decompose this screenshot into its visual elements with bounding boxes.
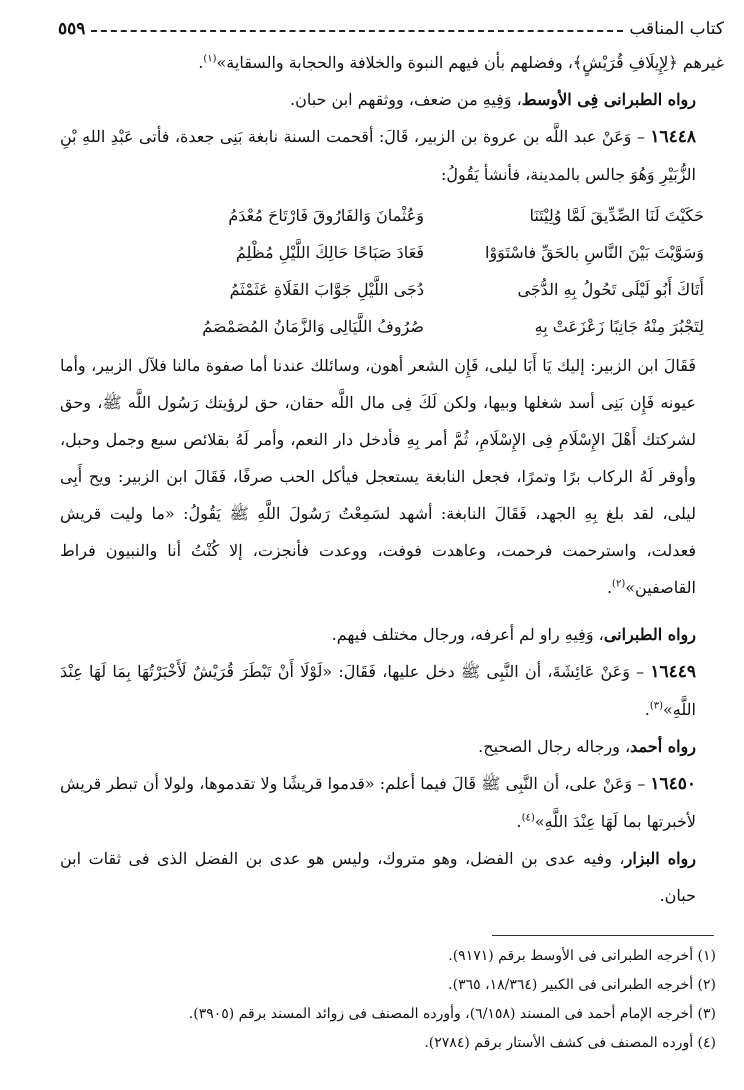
poem-verse <box>60 271 704 308</box>
narration-note-4: رواه البزار، وفيه عدى بن الفضل، وهو متروك، وليس هو عدى بن الفضل الذى فى ثقات ابن حبان. <box>60 849 697 905</box>
footnote-1: (١) أخرجه الطبرانى فى الأوسط برقم (٩١٧١). <box>448 948 716 964</box>
footnote-separator <box>492 935 714 936</box>
poem-verse <box>60 308 704 345</box>
running-header <box>58 16 724 42</box>
verse-second-hemistich: وَعُثْمانَ وَالفَارُوقَ فَارْتَاحَ مُعْدَمُ <box>228 206 424 225</box>
header-dashed-rule <box>91 30 623 32</box>
main-text <box>60 44 724 914</box>
hadith-16448: ١٦٤٤٨ – وَعَنْ عبد اللَّه بن عروة بن الزبير، قَالَ: أقحمت السنة نابغة بَنِى جعدة، فأتى عَبْدِ اللهِ بْنِ الزُّبَيْرِ وَهُوَ جالس بالمدينة، فأنشأ يَقُولُ: <box>60 127 696 184</box>
book-title: كتاب المناقب <box>629 19 724 39</box>
paragraph-continuation: غيرهم ﴿لِإِيلَافِ قُرَيْشٍ﴾، وفضلهم بأن فيهم النبوة والخلافة والحجابة والسقاية»$^{(١)}$. <box>198 53 724 72</box>
footnote-2: (٢) أخرجه الطبرانى فى الكبير (١٨/٣٦٤، ٣٦٥). <box>448 977 716 993</box>
verse-first-hemistich: لِتَجْبُرَ مِنْهُ جَانِبًا زَعْزَعَتْ بِهِ <box>534 317 704 336</box>
poem-verse <box>60 234 704 271</box>
hadith-number: ١٦٤٥٠ <box>650 774 696 794</box>
narration-note-3: رواه أحمد، ورجاله رجال الصحيح. <box>478 737 696 756</box>
verse-second-hemistich: صُرُوفُ اللَّيَالِى وَالزَّمَانُ المُصَمْصَمُ <box>202 317 424 336</box>
hadith-number: ١٦٤٤٨ <box>650 127 696 147</box>
footnote-ref-3[interactable]: (٣) <box>649 700 664 712</box>
hadith-16450: ١٦٤٥٠ – وَعَنْ على، أن النَّبِى ﷺ قَالَ فيما أعلم: «قدموا قريشًا ولا تقدموها، ولولا أن تبطر قريش لأخبرتها بما لَهَا عِنْدَ اللَّهِ»$^{(٤)}$. <box>60 774 696 831</box>
footnotes <box>40 942 716 1058</box>
verse-first-hemistich: وَسَوَّيْتَ بَيْنَ النَّاسِ بالحَقِّ فاسْتَوَوْا <box>485 243 704 262</box>
narration-note-2: رواه الطبرانى، وَفِيهِ راو لم أعرفه، ورجال مختلف فيهم. <box>331 625 696 644</box>
poem-verse <box>60 197 704 234</box>
verse-first-hemistich: أَتَاكَ أَبُو لَيْلَى تَحُولُ بِهِ الدُّجَى <box>517 280 704 299</box>
footnote-ref-4[interactable]: (٤) <box>521 812 535 824</box>
verse-second-hemistich: دُجَى اللَّيْلِ جَوَّابَ الفَلَاةِ عَثَمْثَمُ <box>229 280 424 299</box>
footnote-4: (٤) أورده المصنف فى كشف الأستار برقم (٢٧٨٤). <box>424 1035 716 1051</box>
hadith-number: ١٦٤٤٩ <box>650 662 696 682</box>
footnote-3: (٣) أخرجه الإمام أحمد فى المسند (٦/١٥٨)، وأورده المصنف فى زوائد المسند برقم (٣٩٠٥). <box>188 1006 716 1022</box>
page-number: ٥٥٩ <box>58 19 86 39</box>
footnote-ref-1[interactable]: (١) <box>203 53 217 65</box>
narration-note-1: رواه الطبرانى فِى الأوسط، وَفِيهِ من ضعف، ووثقهم ابن حبان. <box>290 90 696 109</box>
hadith-16448-continuation: فَقَالَ ابن الزبير: إليك يَا أَبَا ليلى، فَإِن الشعر أهون، وسائلك عندنا أما صفوة مالنا فلآل الزبير، وأما عيونه فَإِن بَنِى أسد شغلها وبيها، ولكن لَكَ فِى مال اللَّه حقان، حق لرؤيتك رَسُول اللَّه ﷺ، وحق لشركتك أَهْلَ الإِسْلَامِ فِى الإِسْلَامِ، ثُمَّ أمر بِهِ فأدخل دار النعم، وأمر لَهُ بقلائص سبع وجمل وحبل، وأوقر لَهُ الركاب برًا وتمرًا، فجعل النابغة يستعجل فيأكل الحب صرفًا، فَقَالَ ابن الزبير: ويح أَبِى ليلى، لقد بلغ بِهِ الجهد، فَقَالَ النابغة: أشهد لسَمِعْتُ رَسُولَ اللَّهِ ﷺ يَقُولُ: «ما وليت قريش فعدلت، واسترحمت فرحمت، وعاهدت فوفت، ووعدت فأنجزت، إلا كُنْتُ أنا والنبيون فراط القاصفين»$^{(٢)}$. <box>60 356 696 597</box>
verse-first-hemistich: حَكَيْتَ لَنَا الصِّدِّيقَ لَمَّا وُلِيْتَنَا <box>529 206 704 225</box>
footnote-ref-2[interactable]: (٢) <box>612 578 626 590</box>
hadith-16449: ١٦٤٤٩ – وَعَنْ عَائِشَةَ، أن النَّبِى ﷺ دخل عليها، فَقَالَ: «لَوْلَا أَنْ تَبْطَرَ قُرَيْشٌ لَأَخْبَرْتُهَا بِمَا لَهَا عِنْدَ اللَّهِ»$^{(٣)}$. <box>60 662 696 719</box>
verse-second-hemistich: فَعَادَ صَبَاحًا حَالِكَ اللَّيْلِ مُظْلِمُ <box>235 243 424 262</box>
poem <box>60 197 724 345</box>
